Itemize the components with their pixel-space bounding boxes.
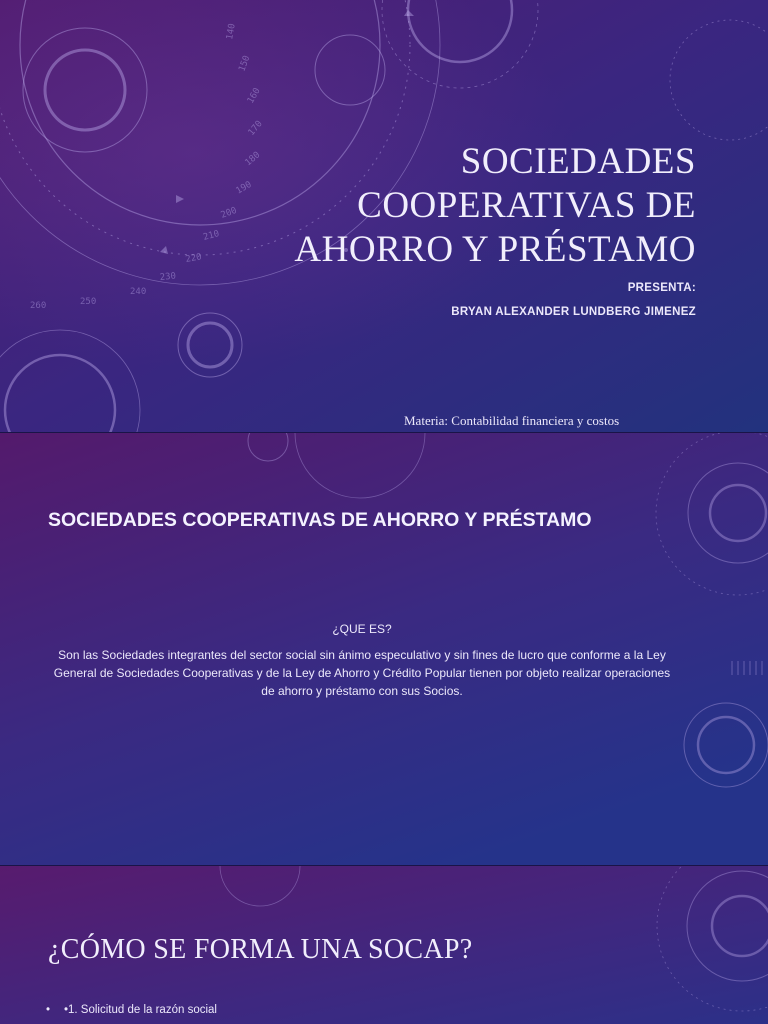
dial-number: 240 xyxy=(130,287,147,297)
dial-number: 230 xyxy=(159,271,177,283)
slide-definition xyxy=(0,433,768,865)
definition-paragraph: Son las Sociedades integrantes del sector social sin ánimo especulativo y sin fines de lucro que conforme a la Ley General de Sociedades Cooperativas y de la Ley de Ahorro y Crédito Popular tienen por objeto realizar operaciones de ahorro y préstamo con sus Socios. xyxy=(53,648,671,698)
dial-number: 260 xyxy=(30,301,47,311)
dial-number: 150 xyxy=(237,54,253,74)
title-line: COOPERATIVAS DE xyxy=(357,185,696,226)
slide-title xyxy=(0,0,768,432)
question-label: ¿QUE ES? xyxy=(332,622,392,636)
dial-number: 140 xyxy=(225,22,238,41)
dial-number: 170 xyxy=(246,119,265,138)
dial-number: 200 xyxy=(219,205,239,221)
slide-formation xyxy=(0,866,768,1024)
list-item xyxy=(46,1004,217,1016)
dial-number: 180 xyxy=(243,150,263,169)
slide-title-text xyxy=(176,140,696,272)
dial-number: 190 xyxy=(234,179,254,197)
list-item-text: •1. Solicitud de la razón social xyxy=(64,1004,217,1016)
dial-number: 210 xyxy=(202,229,221,243)
author-name: BRYAN ALEXANDER LUNDBERG JIMENEZ xyxy=(451,306,696,318)
steps-list xyxy=(46,1004,217,1016)
materia-text: Materia: Contabilidad financiera y costos xyxy=(404,413,620,428)
title-line: SOCIEDADES xyxy=(460,141,696,182)
section-heading: SOCIEDADES COOPERATIVAS DE AHORRO Y PRÉSTAMO xyxy=(48,509,592,531)
dial-number: 160 xyxy=(245,86,263,106)
presenta-label: PRESENTA: xyxy=(627,282,696,294)
bullet-icon: • xyxy=(46,1004,51,1016)
dial-number: 220 xyxy=(184,252,203,265)
section-heading: ¿CÓMO SE FORMA UNA SOCAP? xyxy=(48,934,473,965)
title-line: AHORRO Y PRÉSTAMO xyxy=(294,229,696,270)
dial-number: 250 xyxy=(80,297,97,307)
